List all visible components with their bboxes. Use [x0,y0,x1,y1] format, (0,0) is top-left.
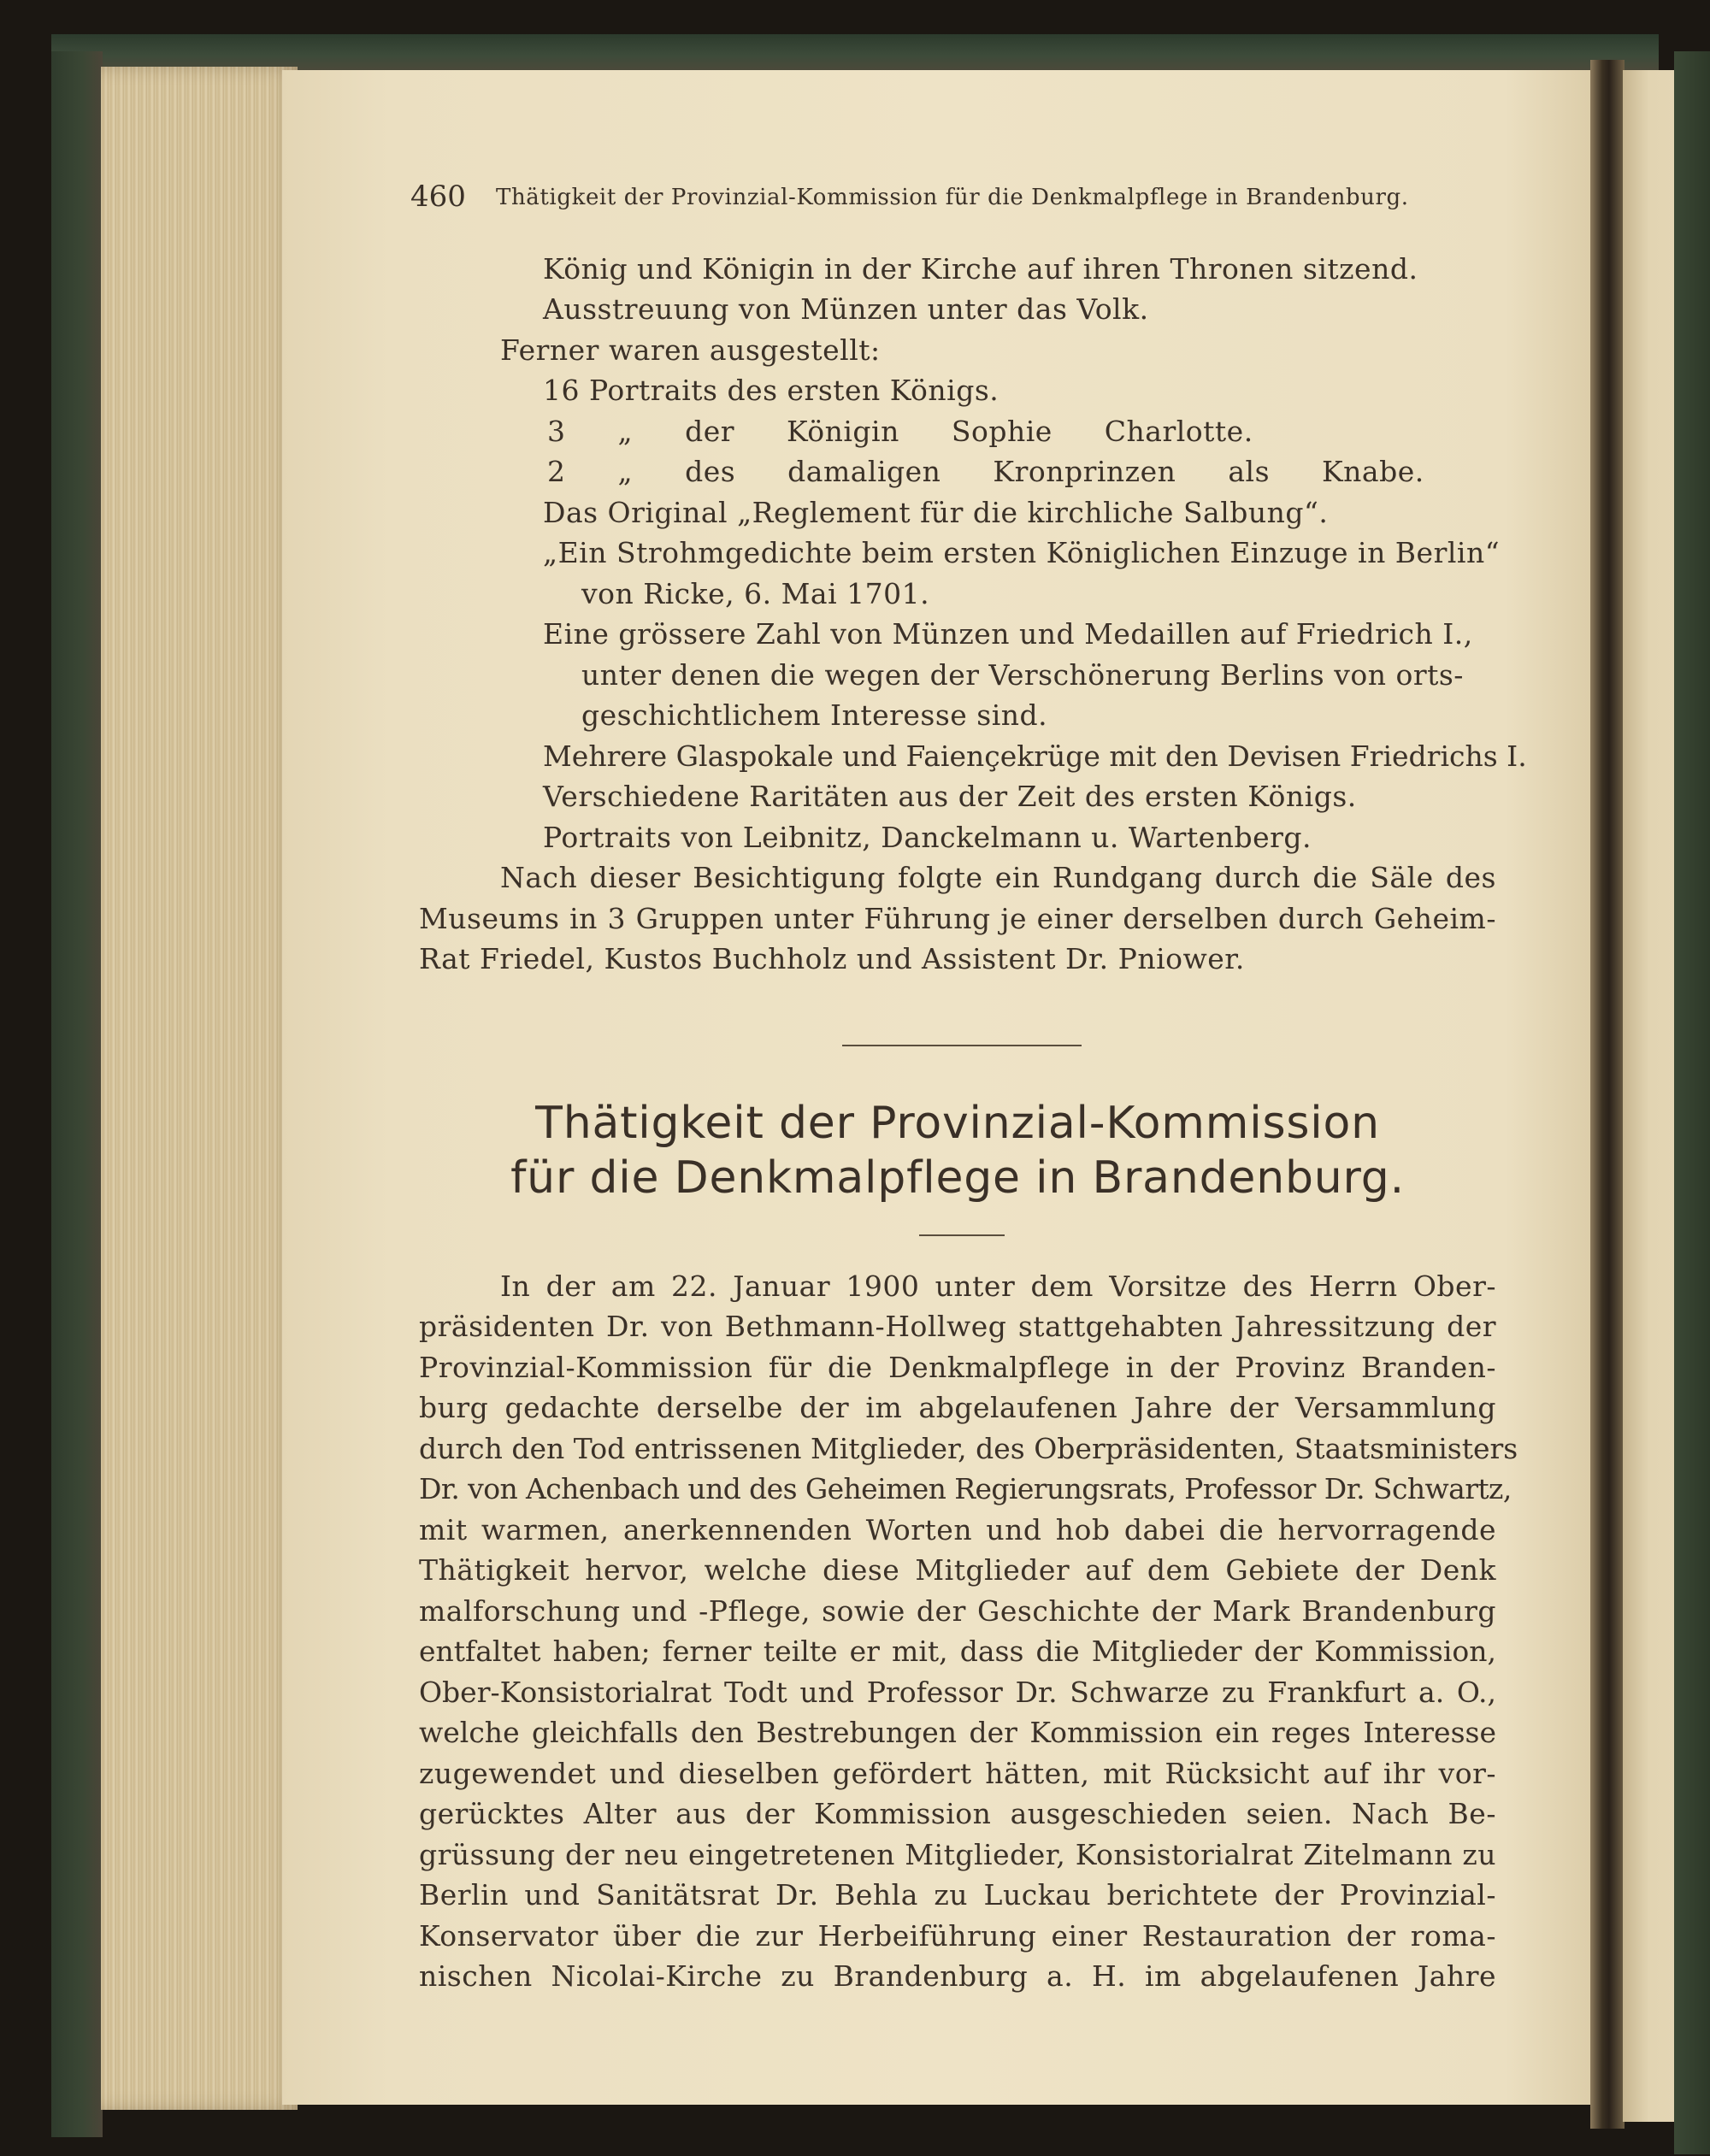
body-line: Dr. von Achenbach und des Geheimen Regierungsrats, Professor Dr. Schwartz, [419,1472,1512,1505]
body-line: Provinzial-Kommission für die Denkmalpflege in der Provinz Branden- [419,1351,1496,1384]
page-number: 460 [410,180,466,214]
section-separator [842,1045,1082,1046]
list-line: 16 Portraits des ersten Königs. [543,374,999,407]
body-line: zugewendet und dieselben gefördert hätten, mit Rücksicht auf ihr vor- [419,1757,1496,1790]
list-line: geschichtlichem Interesse sind. [581,698,1048,732]
book-cover-left [51,51,103,2137]
book-gutter [1590,60,1624,2129]
list-line: Ferner waren ausgestellt: [500,333,881,367]
list-line: Portraits von Leibnitz, Danckelmann u. Wartenberg. [543,821,1312,854]
list-line: Verschiedene Raritäten aus der Zeit des ersten Königs. [543,780,1357,813]
body-line: malforschung und -Pflege, sowie der Geschichte der Mark Brandenburg [419,1594,1496,1628]
body-line: burg gedachte derselbe der im abgelaufenen Jahre der Versammlung [419,1391,1496,1424]
body-line: entfaltet haben; ferner teilte er mit, dass die Mitglieder der Kommission, [419,1635,1496,1668]
list-line: Eine grössere Zahl von Münzen und Medaillen auf Friedrich I., [543,617,1473,651]
page-edges [101,67,298,2110]
section-title-line-1: Thätigkeit der Provinzial-Kommission [535,1098,1380,1149]
paragraph-line: Nach dieser Besichtigung folgte ein Rundgang durch die Säle des [500,861,1496,894]
body-line: gerücktes Alter aus der Kommission ausgeschieden seien. Nach Be- [419,1797,1496,1830]
book-cover-right [1674,51,1710,2154]
body-line: nischen Nicolai-Kirche zu Brandenburg a. H. im abgelaufenen Jahre [419,1959,1496,1993]
body-line: grüssung der neu eingetretenen Mitglieder, Konsistorialrat Zitelmann zu [419,1838,1496,1871]
section-title-line-2: für die Denkmalpflege in Brandenburg. [510,1152,1405,1204]
list-line: König und Königin in der Kirche auf ihren Thronen sitzend. [543,252,1418,286]
body-line: In der am 22. Januar 1900 unter dem Vorsitze des Herrn Ober- [500,1269,1496,1303]
list-line: Mehrere Glaspokale und Faiençekrüge mit den Devisen Friedrichs I. [543,739,1527,773]
body-line: durch den Tod entrissenen Mitglieder, des Oberpräsidenten, Staatsministers [419,1432,1518,1465]
paragraph-line: Rat Friedel, Kustos Buchholz und Assistent Dr. Pniower. [419,942,1245,975]
body-line: Konservator über die zur Herbeiführung einer Restauration der roma- [419,1919,1496,1953]
list-line: „Ein Strohmgedichte beim ersten Königlichen Einzuge in Berlin“ [543,536,1501,569]
list-line: Das Original „Reglement für die kirchliche Salbung“. [543,496,1329,529]
body-line: präsidenten Dr. von Bethmann-Hollweg stattgehabten Jahressitzung der [419,1310,1496,1343]
paragraph-line: Museums in 3 Gruppen unter Führung je einer derselben durch Geheim- [419,902,1496,935]
title-underline [919,1234,1005,1236]
body-line: Ober-Konsistorialrat Todt und Professor Dr. Schwarze zu Frankfurt a. O., [419,1676,1496,1709]
list-line: 2 „ des damaligen Kronprinzen als Knabe. [547,455,1424,488]
list-line: Ausstreuung von Münzen unter das Volk. [543,292,1149,326]
list-line: 3 „ der Königin Sophie Charlotte. [547,415,1253,448]
body-line: mit warmen, anerkennenden Worten und hob dabei die hervorragende [419,1513,1496,1546]
body-line: Thätigkeit hervor, welche diese Mitglieder auf dem Gebiete der Denk [419,1553,1496,1587]
list-line: von Ricke, 6. Mai 1701. [581,577,930,610]
running-head: Thätigkeit der Provinzial-Kommission für die Denkmalpflege in Brandenburg. [496,185,1409,210]
body-line: welche gleichfalls den Bestrebungen der Kommission ein reges Interesse [419,1716,1496,1749]
list-line: unter denen die wegen der Verschönerung Berlins von orts- [581,658,1464,692]
body-line: Berlin und Sanitätsrat Dr. Behla zu Luckau berichtete der Provinzial- [419,1878,1496,1912]
